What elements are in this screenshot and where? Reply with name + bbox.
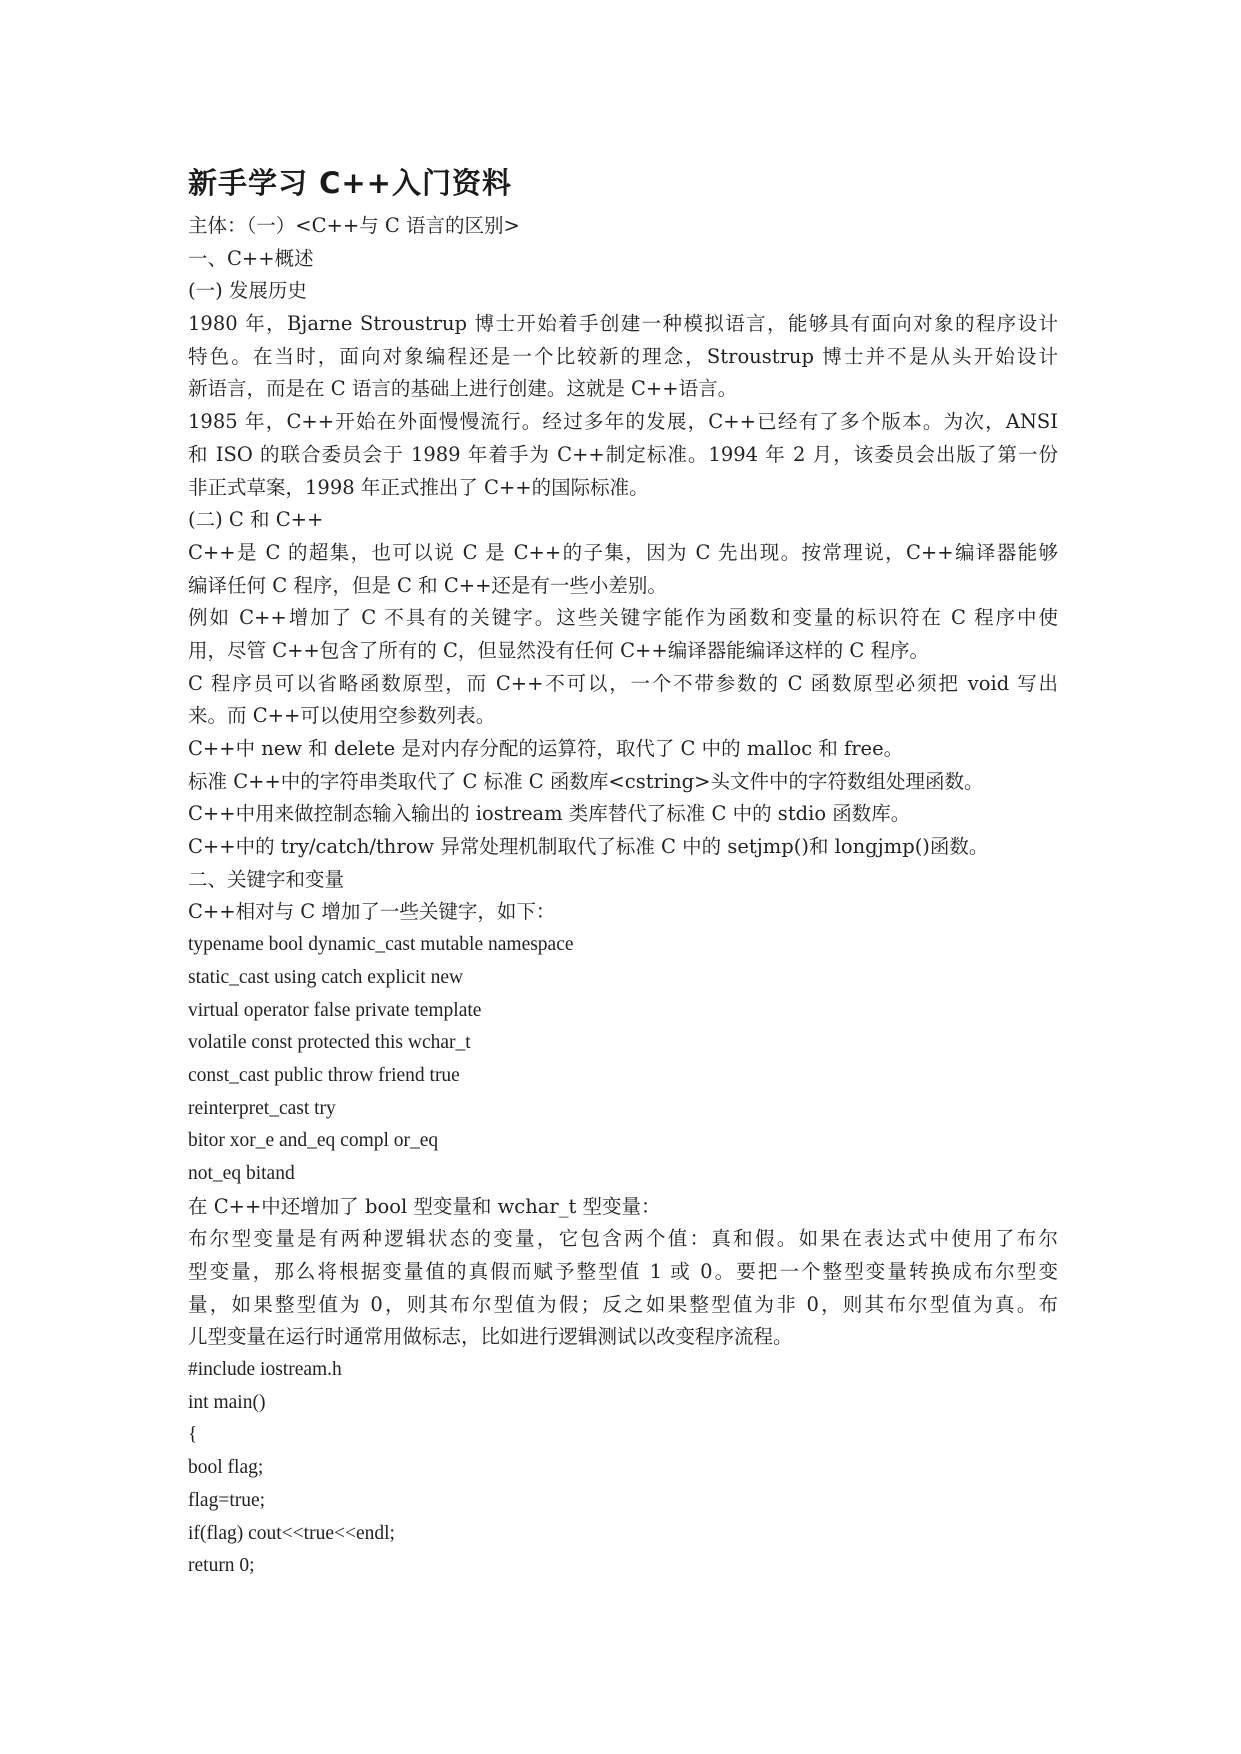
code-line: bitor xor_e and_eq compl or_eq [188,1130,439,1152]
text-line: 主体：（一）<C++与 C 语言的区别> [188,214,520,237]
document-body [188,210,1058,1583]
text-line: 例如 C++增加了 C 不具有的关键字。这些关键字能作为函数和变量的标识符在 C 程序中使 [188,606,1058,630]
text-line: 型变量，那么将根据变量值的真假而赋予整型值 1 或 0。要把一个整型变量转换成布尔型变 [188,1260,1058,1283]
code-line: { [188,1424,198,1446]
text-line: (一) 发展历史 [188,279,307,303]
text-line: 布尔型变量是有两种逻辑状态的变量，它包含两个值：真和假。如果在表达式中使用了布尔 [188,1227,1058,1251]
text-line: 1985 年，C++开始在外面慢慢流行。经过多年的发展，C++已经有了多个版本。为次，ANSI [188,410,1058,434]
text-line: C 程序员可以省略函数原型，而 C++不可以，一个不带参数的 C 函数原型必须把 void 写出 [188,671,1058,695]
text-line: 一、C++概述 [188,246,314,270]
text-line: 量，如果整型值为 0，则其布尔型值为假；反之如果整型值为非 0，则其布尔型值为真。布 [188,1292,1058,1316]
code-line: reinterpret_cast try [188,1097,336,1119]
document-page [188,160,1058,1583]
text-line: 二、关键字和变量 [188,867,345,891]
code-line: not_eq bitand [188,1162,295,1184]
text-line: C++是 C 的超集，也可以说 C 是 C++的子集，因为 C 先出现。按常理说，C++编译器能够 [188,540,1058,564]
text-line: C++中的 try/catch/throw 异常处理机制取代了标准 C 中的 setjmp()和 longjmp()函数。 [188,835,989,859]
text-line: 在 C++中还增加了 bool 型变量和 wchar_t 型变量： [188,1194,661,1218]
text-line: 1980 年，Bjarne Stroustrup 博士开始着手创建一种模拟语言，能够具有面向对象的程序设计 [188,312,1058,336]
text-line: 来。而 C++可以使用空参数列表。 [188,704,496,728]
text-line: 儿型变量在运行时通常用做标志，比如进行逻辑测试以改变程序流程。 [188,1325,793,1349]
code-line: const_cast public throw friend true [188,1064,460,1086]
code-line: bool flag; [188,1457,264,1479]
text-line: C++相对与 C 增加了一些关键字，如下： [188,900,556,924]
code-line: if(flag) cout<<true<<endl; [188,1522,395,1544]
code-line: static_cast using catch explicit new [188,966,464,988]
text-line: 新语言，而是在 C 语言的基础上进行创建。这就是 C++语言。 [188,377,738,401]
text-line: 用，尽管 C++包含了所有的 C，但显然没有任何 C++编译器能编译这样的 C 程序。 [188,638,930,662]
text-line: 特色。在当时，面向对象编程还是一个比较新的理念，Stroustrup 博士并不是从头开始设计 [188,344,1058,368]
text-line: 标准 C++中的字符串类取代了 C 标准 C 函数库<cstring>头文件中的字符数组处理函数。 [188,769,984,793]
text-line: 编译任何 C 程序，但是 C 和 C++还是有一些小差别。 [188,573,667,597]
text-line: (二) C 和 C++ [188,508,324,532]
text-line: 非正式草案，1998 年正式推出了 C++的国际标准。 [188,475,649,499]
code-line: virtual operator false private template [188,999,482,1021]
code-line: volatile const protected this wchar_t [188,1032,471,1054]
text-line: C++中 new 和 delete 是对内存分配的运算符，取代了 C 中的 malloc 和 free。 [188,737,904,760]
code-line: flag=true; [188,1489,266,1511]
code-line: return 0; [188,1555,255,1577]
code-line: typename bool dynamic_cast mutable namespace [188,934,574,956]
code-line: int main() [188,1391,266,1413]
document-title: 新手学习 C++入门资料 [188,166,512,200]
code-line: #include iostream.h [188,1359,342,1381]
text-line: 和 ISO 的联合委员会于 1989 年着手为 C++制定标准。1994 年 2 月，该委员会出版了第一份 [188,442,1058,466]
text-line: C++中用来做控制态输入输出的 iostream 类库替代了标准 C 中的 stdio 函数库。 [188,802,911,826]
